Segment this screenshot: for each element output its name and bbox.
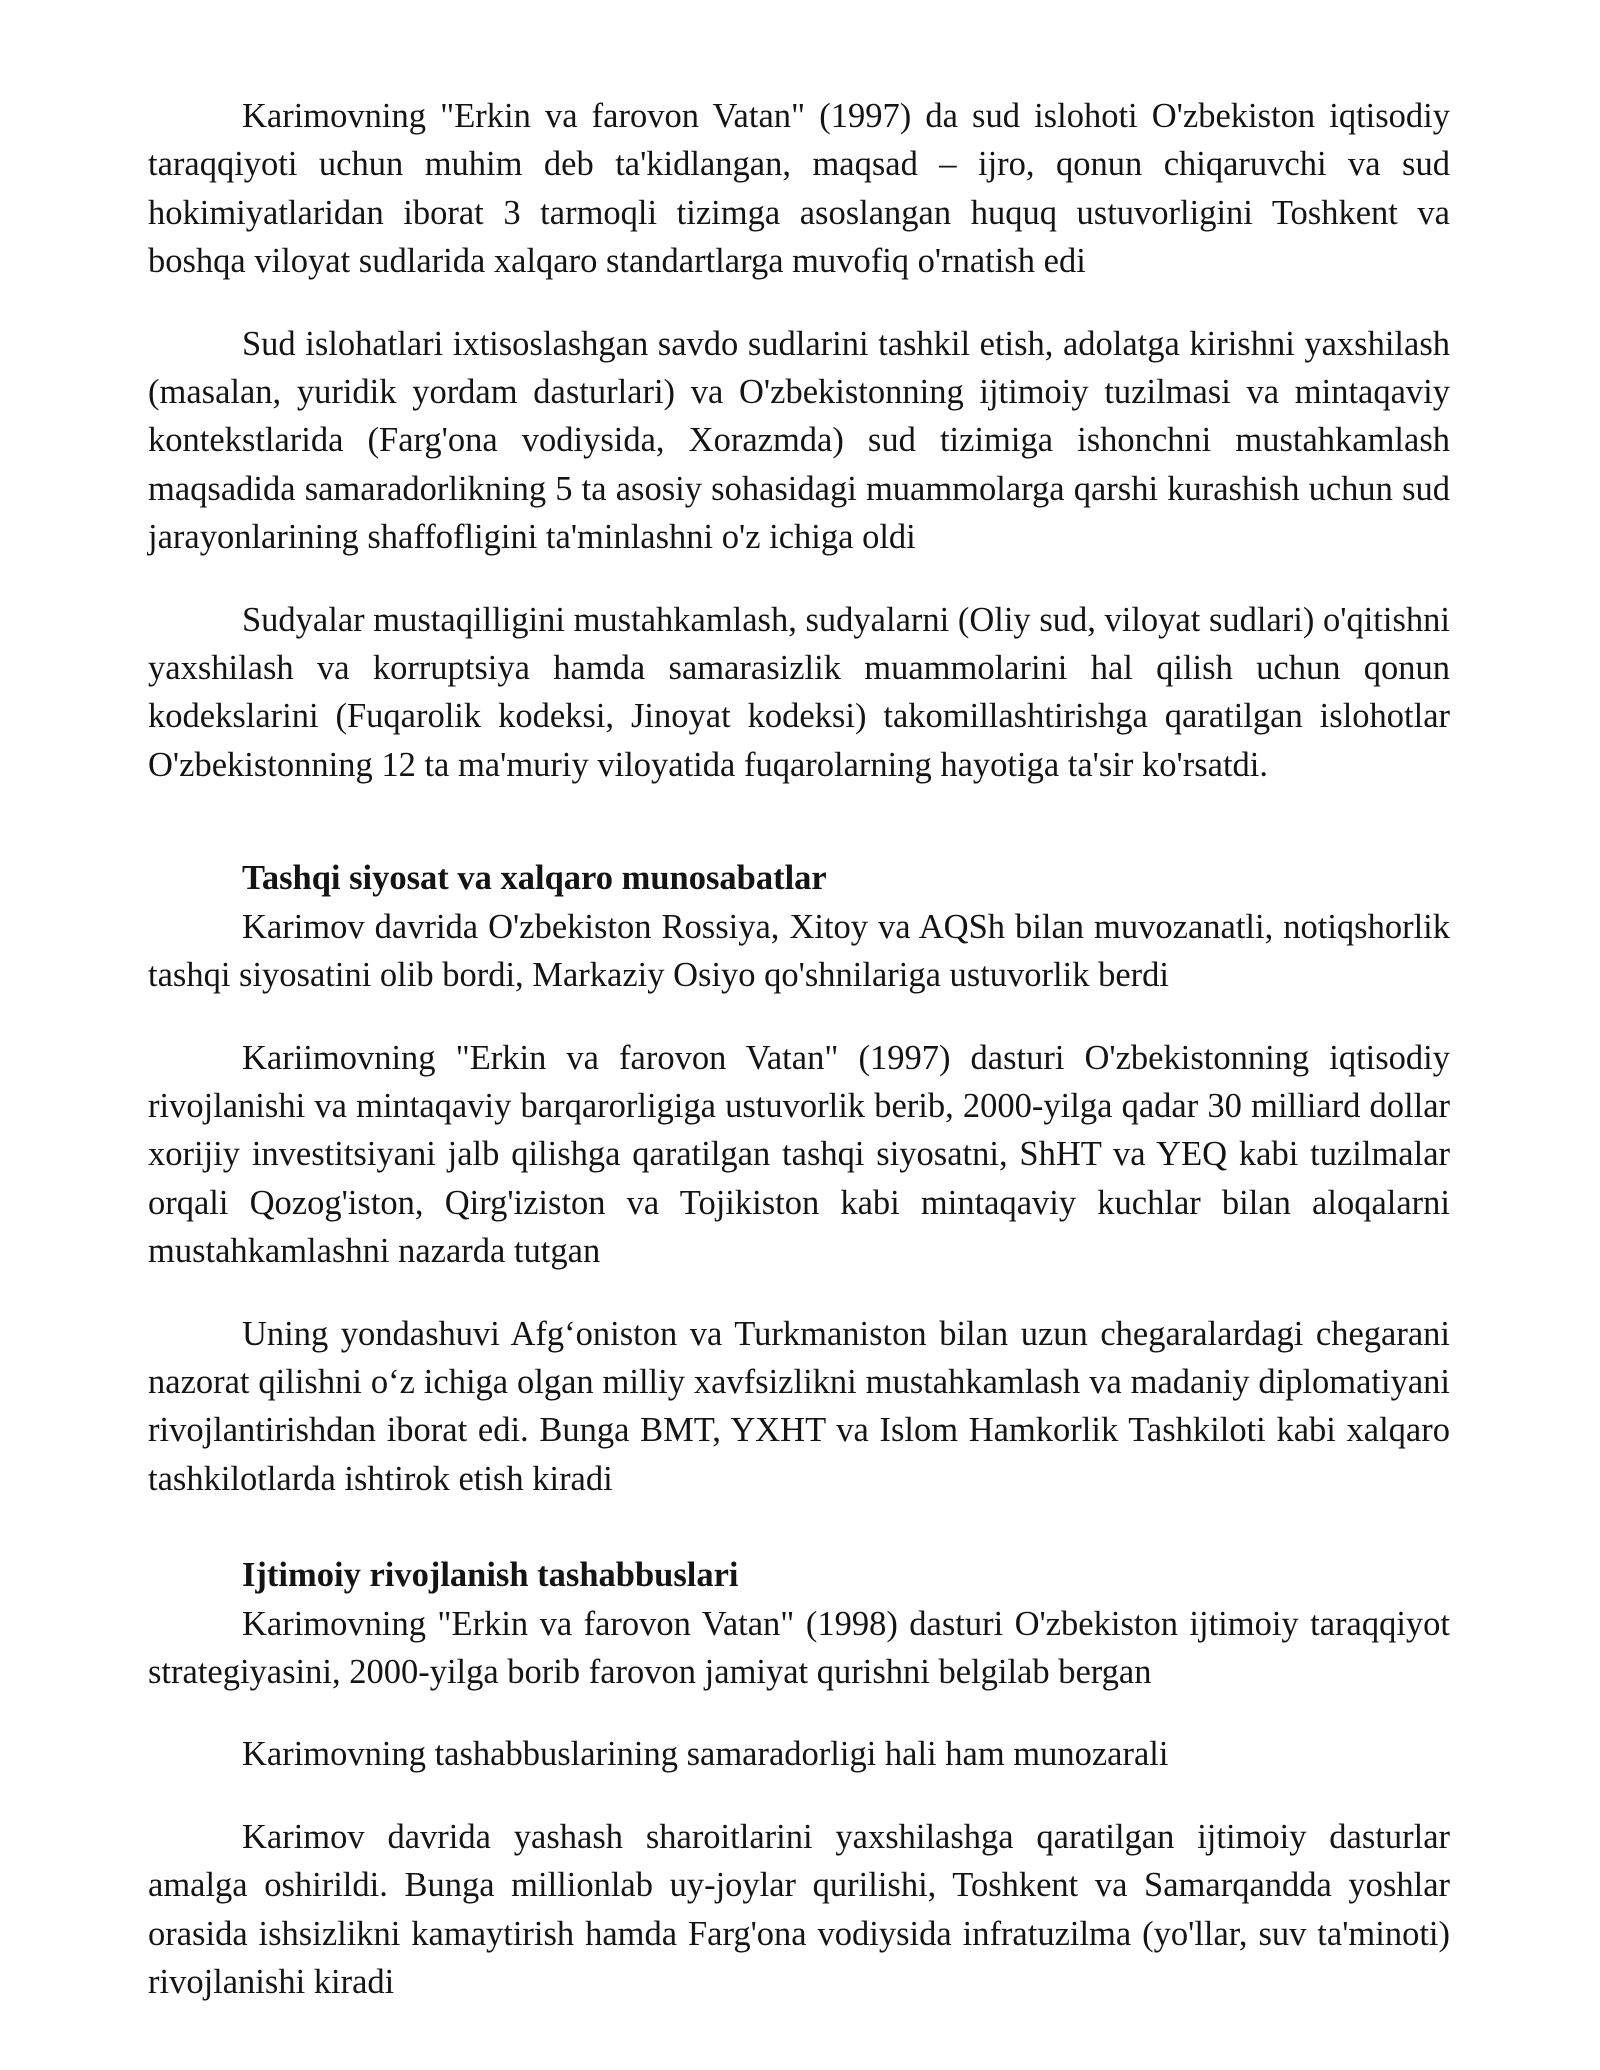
heading-social-development: Ijtimoiy rivojlanish tashabbuslari bbox=[242, 1556, 739, 1595]
paragraph-judicial-reform-scope: Sud islohatlari ixtisoslashgan savdo sudlarini tashkil etish, adolatga kirishni yaxshilash (masalan, yuridik yordam dasturlari) va O'zbekistonning ijtimoiy tuzilmasi va mintaqaviy kontekstlarida (Farg'ona vodiysida, Xorazmda) sud tizimiga ishonchni mustahkamlash maqsadida samaradorlikning 5 ta asosiy sohasidagi muammolarga qarshi kurashish uchun sud jarayonlarining shaffofligini ta'minlashni o'z ichiga oldi bbox=[148, 324, 1450, 557]
paragraph-social-programs: Karimov davrida yashash sharoitlarini yaxshilashga qaratilgan ijtimoiy dasturlar amalga oshirildi. Bunga millionlab uy-joylar qurilishi, Toshkent va Samarqandda yoshlar orasida ishsizlikni kamaytirish hamda Farg'ona vodiysida infratuzilma (yo'llar, suv ta'minoti) rivojlanishi kiradi bbox=[148, 1817, 1450, 2001]
section-spacer bbox=[148, 789, 1450, 854]
paragraph-social-strategy: Karimovning "Erkin va farovon Vatan" (1998) dasturi O'zbekiston ijtimoiy taraqqiyot strategiyasini, 2000-yilga borib farovon jamiyat qurishni belgilab bergan bbox=[148, 1604, 1450, 1691]
paragraph-foreign-policy-security: Uning yondashuvi Afg‘oniston va Turkmaniston bilan uzun chegaralardagi chegarani nazorat qilishni o‘z ichiga olgan milliy xavfsizlikni mustahkamlash va madaniy diplomatiyani rivojlantirishdan iborat edi. Bunga BMT, YXHT va Islom Hamkorlik Tashkiloti kabi xalqaro tashkilotlarda ishtirok etish kiradi bbox=[148, 1314, 1450, 1498]
heading-foreign-policy: Tashqi siyosat va xalqaro munosabatlar bbox=[242, 859, 827, 898]
paragraph-judicial-reform-intro: Karimovning "Erkin va farovon Vatan" (1997) da sud islohoti O'zbekiston iqtisodiy taraqqiyoti uchun muhim deb ta'kidlangan, maqsad – ijro, qonun chiqaruvchi va sud hokimiyatlaridan iborat 3 tarmoqli tizimga asoslangan huquq ustuvorligini Toshkent va boshqa viloyat sudlarida xalqaro standartlarga muvofiq o'rnatish edi bbox=[148, 97, 1450, 281]
paragraph-foreign-policy-balance: Karimov davrida O'zbekiston Rossiya, Xitoy va AQSh bilan muvozanatli, notiqshorlik tashqi siyosatini olib bordi, Markaziy Osiyo qo'shnilariga ustuvorlik berdi bbox=[148, 907, 1450, 995]
paragraph-foreign-policy-program: Kariimovning "Erkin va farovon Vatan" (1997) dasturi O'zbekistonning iqtisodiy rivojlanishi va mintaqaviy barqarorligiga ustuvorlik berib, 2000-yilga qadar 30 milliard dollar xorijiy investitsiyani jalb qilishga qaratilgan tashqi siyosatni, ShHT va YEQ kabi tuzilmalar orqali Qozog'iston, Qirg'iziston va Tojikiston kabi mintaqaviy kuchlar bilan aloqalarni mustahkamlashni nazarda tutgan bbox=[148, 1038, 1450, 1271]
paragraph-judicial-reform-impact: Sudyalar mustaqilligini mustahkamlash, sudyalarni (Oliy sud, viloyat sudlari) o'qitishni yaxshilash va korruptsiya hamda samarasizlik muammolarini hal qilish uchun qonun kodekslarini (Fuqarolik kodeksi, Jinoyat kodeksi) takomillashtirishga qaratilgan islohotlar O'zbekistonning 12 ta ma'muriy viloyatida fuqarolarning hayotiga ta'sir ko'rsatdi. bbox=[148, 600, 1450, 784]
paragraph-social-effectiveness: Karimovning tashabbuslarining samaradorligi hali ham munozarali bbox=[242, 1735, 1169, 1774]
document-page bbox=[148, 92, 1450, 2006]
